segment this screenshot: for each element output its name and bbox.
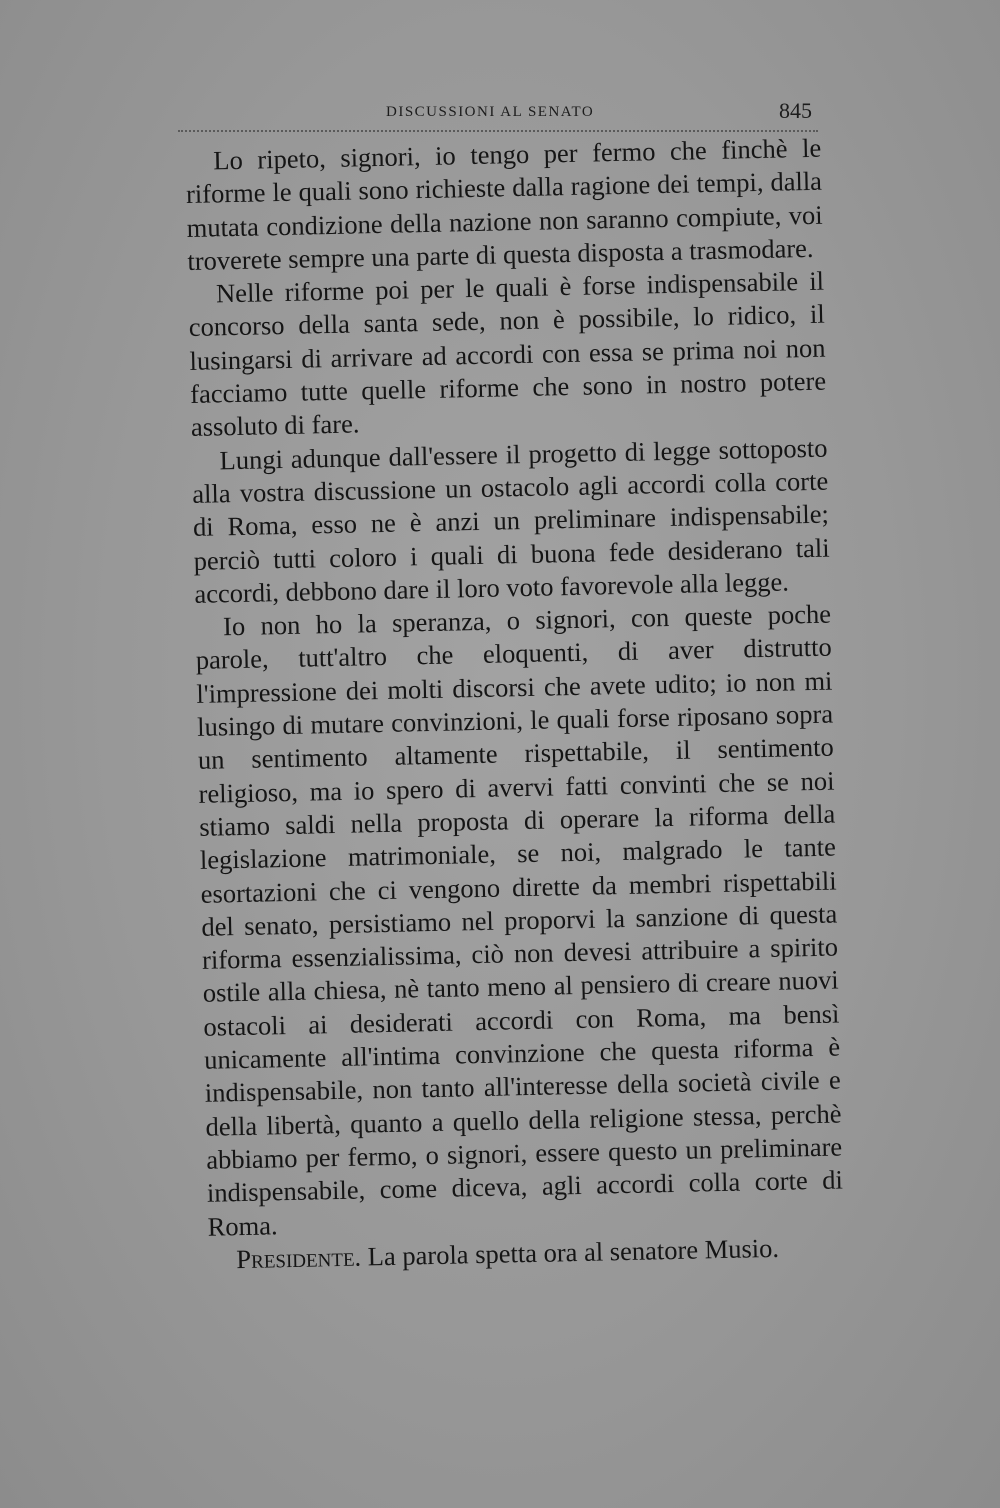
speaker-name: Presidente. bbox=[236, 1241, 362, 1274]
speaker-statement: La parola spetta ora al senatore Musio. bbox=[360, 1232, 780, 1272]
paragraph-4: Io non ho la speranza, o signori, con queste poche parole, tutt'altro che eloquenti, di aver distrutto l'impressione dei molti discorsi che avete udito; io non mi lusingo di mutare convinzioni, le quali forse riposano sopra un sentimento altamente rispettabile, il sentimento religioso, ma io spero di avervi fatti convinti che se noi stiamo saldi nella proposta di operare la riforma della legislazione matrimoniale, se noi, malgrado le tante esortazioni che ci vengono dirette da membri rispettabili del senato, persistiamo nel proporvi la sanzione di questa riforma essenzialissima, ciò non devesi attribuire a spirito ostile alla chiesa, nè tanto meno al pensiero di creare nuovi ostacoli ai desiderati accordi con Roma, ma bensì unicamente all'intima convinzione che questa riforma è indispensabile, non tanto all'interesse della società civile e della libertà, quanto a quello della religione stessa, perchè abbiamo per fermo, o signori, essere questo un preliminare indispensabile, come diceva, agli accordi colla corte di Roma. bbox=[195, 598, 844, 1242]
running-title: DISCUSSIONI AL SENATO bbox=[386, 104, 595, 120]
body-text bbox=[185, 132, 845, 1277]
page-header bbox=[178, 100, 818, 132]
paragraph-2: Nelle riforme poi per le quali è forse indispensabile il concorso della santa sede, non è possibile, lo ridico, il lusingarsi di arrivare ad accordi con essa se prima noi non facciamo tutte quelle riforme che sono in nostro potere assoluto di fare. bbox=[188, 265, 827, 443]
page-number: 845 bbox=[779, 98, 812, 123]
paragraph-3: Lungi adunque dall'essere il progetto di legge sottoposto alla vostra discussione un ostacolo agli accordi colla corte di Roma, esso ne è anzi un preliminare indispensabile; perciò tutti coloro i quali di buona fede desiderano tali accordi, debbono dare il loro voto favorevole alla legge. bbox=[191, 432, 830, 609]
paragraph-1: Lo ripeto, signori, io tengo per fermo che finchè le riforme le quali sono richieste dalla ragione dei tempi, dalla mutata condizione della nazione non saranno compiute, voi troverete sempre una parte di questa disposta a trasmodare. bbox=[185, 132, 823, 276]
